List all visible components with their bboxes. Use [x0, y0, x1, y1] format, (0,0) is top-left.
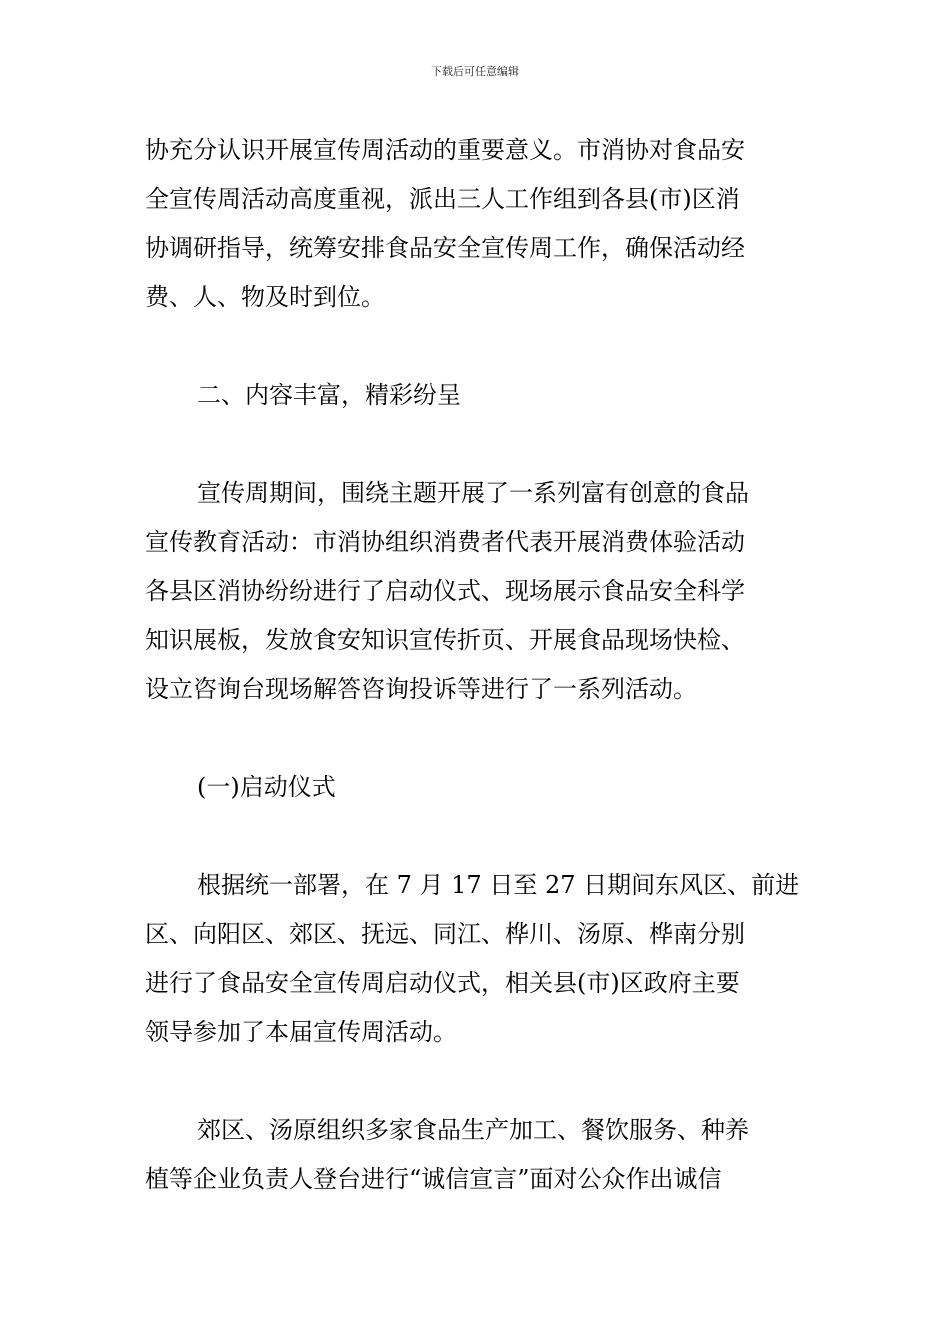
text-line: 宣传周期间，围绕主题开展了一系列富有创意的食品 — [197, 479, 749, 507]
text-line: 根据统一部署，在 7 月 17 日至 27 日期间东风区、前进 — [197, 871, 800, 899]
text-line: 知识展板，发放食安知识宣传折页、开展食品现场快检、 — [145, 626, 745, 654]
paragraph-integrity-pledge — [145, 1106, 810, 1204]
text-line: 领导参加了本届宣传周活动。 — [145, 1018, 457, 1046]
text-line: 费、人、物及时到位。 — [145, 283, 385, 311]
text-line: 郊区、汤原组织多家食品生产加工、餐饮服务、种养 — [197, 1116, 749, 1144]
text-line: 宣传教育活动：市消协组织消费者代表开展消费体验活动 — [145, 528, 745, 556]
paragraph-intro-continuation — [145, 126, 810, 322]
paragraph-gap — [145, 714, 810, 763]
text-line: 各县区消协纷纷进行了启动仪式、现场展示食品安全科学 — [145, 577, 745, 605]
text-line: 协调研指导，统筹安排食品安全宣传周工作，确保活动经 — [145, 234, 745, 262]
subsection-heading-text: (一)启动仪式 — [197, 773, 336, 801]
subsection-heading-1 — [145, 763, 810, 812]
text-line: 设立咨询台现场解答咨询投诉等进行了一系列活动。 — [145, 675, 697, 703]
text-line: 协充分认识开展宣传周活动的重要意义。市消协对食品安 — [145, 136, 745, 164]
paragraph-gap — [145, 322, 810, 371]
text-line: 全宣传周活动高度重视，派出三人工作组到各县(市)区消 — [145, 185, 740, 213]
text-line: 区、向阳区、郊区、抚远、同江、桦川、汤原、桦南分别 — [145, 920, 745, 948]
paragraph-gap — [145, 812, 810, 861]
section-heading-2 — [145, 371, 810, 420]
text-line: 植等企业负责人登台进行“诚信宣言”面对公众作出诚信 — [145, 1165, 722, 1193]
paragraph-activities — [145, 469, 810, 714]
paragraph-launch-ceremony — [145, 861, 810, 1057]
paragraph-gap — [145, 1057, 810, 1106]
text-line: 进行了食品安全宣传周启动仪式，相关县(市)区政府主要 — [145, 969, 740, 997]
section-heading-text: 二、内容丰富，精彩纷呈 — [197, 381, 461, 409]
paragraph-gap — [145, 420, 810, 469]
document-body — [145, 126, 810, 1204]
page-header-note: 下载后可任意编辑 — [431, 65, 519, 78]
